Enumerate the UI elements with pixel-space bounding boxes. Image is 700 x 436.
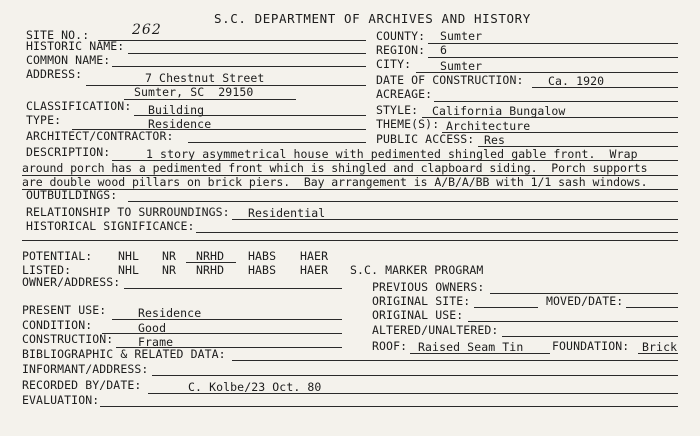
condition-label: CONDITION: (22, 318, 93, 332)
recorded-by-label: RECORDED BY/DATE: (22, 378, 142, 392)
listed-nr: NR (162, 263, 177, 277)
present-use-value: Residence (138, 306, 202, 320)
form-header: S.C. DEPARTMENT OF ARCHIVES AND HISTORY (214, 11, 531, 26)
outbuildings-line (128, 201, 678, 202)
listed-nhl: NHL (118, 263, 140, 277)
style-line (422, 117, 678, 118)
original-use-label: ORIGINAL USE: (372, 308, 464, 322)
address-line2: Sumter, SC 29150 (134, 85, 254, 99)
relationship-value: Residential (248, 206, 326, 220)
moved-date-label: MOVED/DATE: (546, 294, 624, 308)
historic-name-line (128, 53, 366, 54)
roof-line (410, 353, 550, 354)
informant-label: INFORMANT/ADDRESS: (22, 362, 149, 376)
date-construction-label: DATE OF CONSTRUCTION: (376, 73, 524, 87)
informant-line (152, 375, 678, 376)
description-line-3: are double wood pillars on brick piers. Bay arrangement is A/B/A/BB with 1/1 sash windows. (22, 175, 648, 189)
themes-value: Architecture (446, 119, 531, 133)
original-site-line (474, 307, 538, 308)
relationship-line (232, 219, 678, 220)
potential-haer: HAER (300, 249, 329, 263)
address-line-2-rule (124, 99, 296, 100)
condition-value: Good (138, 321, 167, 335)
potential-habs: HABS (248, 249, 277, 263)
themes-label: THEME(S): (376, 117, 440, 131)
altered-label: ALTERED/UNALTERED: (372, 323, 499, 337)
listed-label: LISTED: (22, 263, 72, 277)
original-use-line (468, 321, 678, 322)
address-line1: 7 Chestnut Street (145, 71, 265, 85)
owner-address-line (124, 288, 342, 289)
region-line (428, 57, 678, 58)
recorded-by-value: C. Kolbe/23 Oct. 80 (188, 380, 322, 394)
public-access-label: PUBLIC ACCESS: (376, 132, 475, 146)
site-no-label: SITE NO.: (26, 28, 90, 42)
description-line-2: around porch has a pedimented front which is shingled and clapboard siding. Porch supports (22, 161, 648, 175)
construction-label: CONSTRUCTION: (22, 332, 114, 346)
style-value: California Bungalow (432, 104, 566, 118)
city-label: CITY: (376, 57, 412, 71)
outbuildings-label: OUTBUILDINGS: (26, 188, 118, 202)
site-no-line (98, 40, 366, 41)
historic-name-label: HISTORIC NAME: (26, 39, 125, 53)
owner-address-label: OWNER/ADDRESS: (22, 275, 121, 289)
relationship-label: RELATIONSHIP TO SURROUNDINGS: (26, 205, 230, 219)
previous-owners-label: PREVIOUS OWNERS: (372, 280, 485, 294)
original-site-label: ORIGINAL SITE: (372, 294, 471, 308)
present-use-line (112, 319, 342, 320)
bibliographic-line (232, 360, 678, 361)
date-construction-value: Ca. 1920 (548, 74, 605, 88)
public-access-value: Res (484, 133, 506, 147)
roof-value: Raised Seam Tin (418, 340, 524, 354)
city-value: Sumter (440, 59, 483, 73)
region-label: REGION: (376, 43, 426, 57)
potential-label: POTENTIAL: (22, 249, 93, 263)
architect-label: ARCHITECT/CONTRACTOR: (26, 129, 174, 143)
themes-line (442, 132, 678, 133)
architect-line (188, 142, 366, 143)
classification-value: Building (148, 103, 205, 117)
common-name-line (112, 66, 366, 67)
recorded-by-line (148, 393, 678, 394)
foundation-line (638, 353, 678, 354)
type-label: TYPE: (26, 113, 62, 127)
evaluation-line (100, 406, 678, 407)
listed-nrhd: NRHD (196, 263, 225, 277)
common-name-label: COMMON NAME: (26, 53, 111, 67)
site-no-value: 262 (132, 22, 162, 38)
description-label: DESCRIPTION: (26, 145, 111, 159)
county-value: Sumter (440, 29, 483, 43)
altered-line (502, 336, 678, 337)
address-label: ADDRESS: (26, 67, 83, 81)
acreage-label: ACREAGE: (376, 87, 433, 101)
evaluation-label: EVALUATION: (22, 393, 100, 407)
potential-nrhd: NRHD (196, 249, 225, 263)
foundation-value: Brick (642, 340, 678, 354)
condition-line (102, 333, 342, 334)
marker-program-label: S.C. MARKER PROGRAM (350, 263, 484, 277)
bibliographic-label: BIBLIOGRAPHIC & RELATED DATA: (22, 347, 226, 361)
roof-label: ROOF: (372, 339, 408, 353)
county-line (428, 43, 678, 44)
classification-label: CLASSIFICATION: (26, 99, 132, 113)
foundation-label: FOUNDATION: (552, 339, 630, 353)
listed-habs: HABS (248, 263, 277, 277)
description-rule-3 (22, 189, 678, 190)
construction-value: Frame (138, 335, 174, 349)
listed-haer: HAER (300, 263, 329, 277)
style-label: STYLE: (376, 103, 419, 117)
potential-nhl: NHL (118, 249, 140, 263)
historical-significance-line (196, 232, 678, 233)
type-value: Residence (148, 117, 212, 131)
moved-date-line (626, 307, 678, 308)
description-line-1: 1 story asymmetrical house with pedimented shingled gable front. Wrap (146, 147, 638, 161)
present-use-label: PRESENT USE: (22, 303, 107, 317)
historical-significance-label: HISTORICAL SIGNIFICANCE: (26, 219, 195, 233)
potential-nr: NR (162, 249, 177, 263)
county-label: COUNTY: (376, 29, 426, 43)
significance-extra-line (22, 240, 678, 241)
date-construction-line (532, 87, 678, 88)
classification-line (134, 115, 366, 116)
acreage-line (434, 101, 678, 102)
region-value: 6 (440, 43, 448, 57)
